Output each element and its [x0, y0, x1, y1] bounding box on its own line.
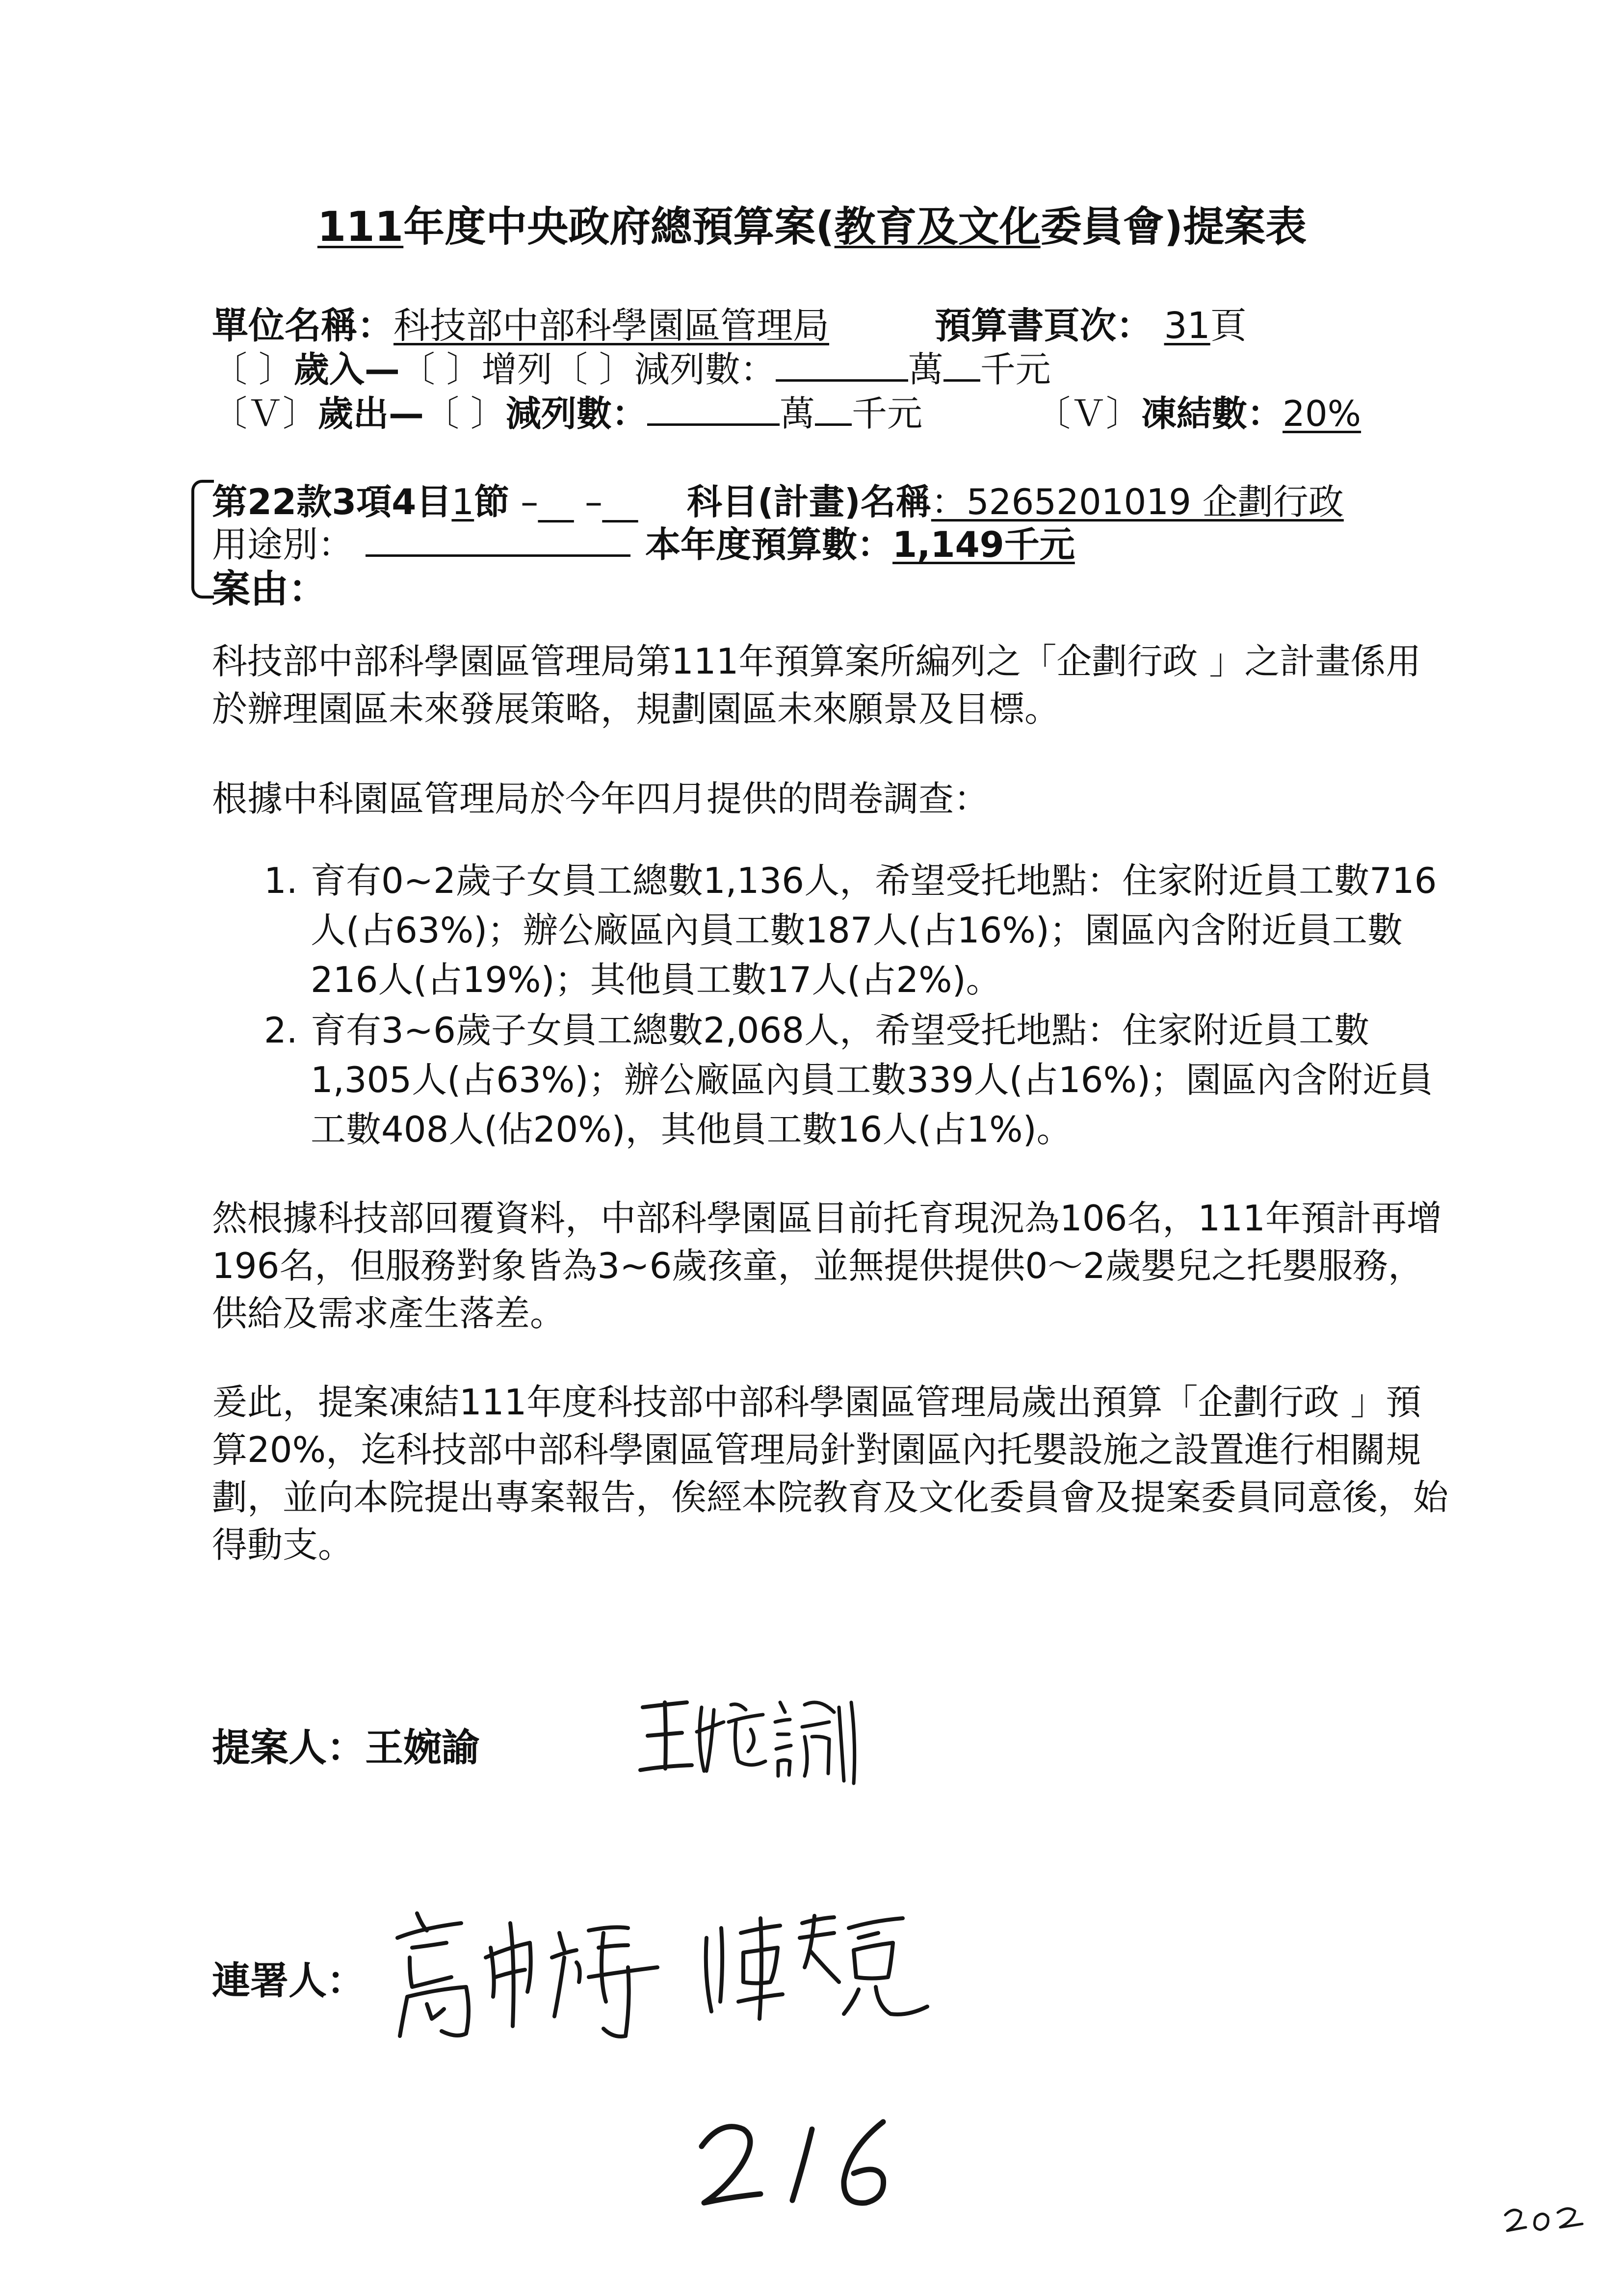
page-ref-number: 31 [1164, 305, 1210, 347]
page-title [0, 194, 1624, 253]
survey-item-number: 2. [264, 1010, 298, 1051]
revenue-add-checkbox: 〔 〕 [399, 349, 482, 390]
expense-checkbox: 〔Ｖ〕 [212, 393, 318, 434]
revenue-line [212, 341, 1051, 392]
proposer-label: 提案人： [212, 1726, 366, 1770]
corner-page-mark [1501, 2200, 1590, 2240]
purpose-line [212, 516, 1075, 567]
revenue-qian-unit: 千元 [980, 349, 1051, 390]
expense-wan-unit: 萬 [779, 393, 815, 434]
revenue-wan-blank [776, 350, 908, 382]
page-ref-suffix: 頁 [1210, 305, 1247, 347]
section-dashes: –__ –__ [521, 481, 638, 522]
reason-label: 案由： [212, 567, 327, 611]
survey-item-1 [264, 856, 1456, 1005]
unit-label: 單位名稱： [212, 305, 393, 347]
survey-item-2 [264, 1006, 1456, 1154]
revenue-reduce-label: 減列數： [634, 349, 776, 390]
expense-reduce-checkbox: 〔 〕 [424, 393, 506, 434]
revenue-label: 歲入— [293, 349, 400, 390]
unit-name: 科技部中部科學園區管理局 [393, 305, 829, 347]
title-part1: 年度中央政府總預算案( [403, 203, 835, 251]
budget-value: 1,149千元 [892, 524, 1075, 565]
expense-qian-unit: 千元 [851, 393, 922, 434]
survey-item-text: 育有0~2歲子女員工總數1,136人，希望受托地點：住家附近員工數716人(占63%)；辦公廠區內員工數187人(占16%)；園區內含附近員工數216人(占19%)；其他員工數17人(占2%)。 [311, 860, 1437, 1000]
purpose-label: 用途別： [212, 524, 354, 565]
cosigner-signature-1 [383, 1904, 707, 2046]
revenue-qian-blank [943, 350, 980, 382]
proposer-signature [633, 1688, 864, 1786]
expense-label: 歲出— [318, 393, 424, 434]
freeze-checkbox: 〔Ｖ〕 [1035, 393, 1142, 434]
subject-value: ：5265201019 企劃行政 [931, 481, 1344, 522]
expense-wan-blank [647, 394, 780, 426]
handwritten-page-number [687, 2110, 942, 2218]
title-committee: 教育及文化 [834, 203, 1041, 251]
proposer-name: 王婉諭 [365, 1726, 480, 1770]
purpose-blank [366, 525, 630, 557]
page-ref-label: 預算書頁次： [935, 305, 1153, 347]
intro-paragraph: 科技部中部科學園區管理局第111年預算案所編列之「企劃行政 」之計畫係用於辦理園區未來發展策略，規劃園區未來願景及目標。 [212, 641, 1421, 730]
revenue-wan-unit: 萬 [908, 349, 943, 390]
situation-paragraph: 然根據科技部回覆資料，中部科學園區目前托育現況為106名，111年預計再增196名，但服務對象皆為3~6歲孩童，並無提供提供0～2歲嬰兒之托嬰服務，供給及需求產生落差。 [212, 1198, 1442, 1334]
survey-intro: 根據中科園區管理局於今年四月提供的問卷調查： [212, 778, 990, 819]
cosigner-signature-2 [697, 1904, 971, 2026]
proposer-line [212, 1717, 480, 1772]
expense-reduce-label: 減列數： [505, 393, 647, 434]
cosigner-label: 連署人： [212, 1959, 366, 2003]
section-jie-number: 1 [451, 481, 474, 522]
section-jie-label: 節 [474, 481, 510, 522]
expense-line [212, 385, 922, 436]
freeze-label: 凍結數： [1141, 393, 1283, 434]
expense-qian-blank [815, 394, 852, 426]
revenue-add-label: 增列 [481, 349, 552, 390]
revenue-reduce-checkbox: 〔 〕 [552, 349, 634, 390]
survey-item-number: 1. [264, 860, 298, 901]
section-bracket [191, 480, 214, 599]
resolution-paragraph: 爰此，提案凍結111年度科技部中部科學園區管理局歲出預算「企劃行政 」預算20%，迄科技部中部科學園區管理局針對園區內托嬰設施之設置進行相關規劃，並向本院提出專案報告，俟經本院教育及文化委員會及提案委員同意後，始得動支。 [212, 1382, 1449, 1565]
revenue-checkbox: 〔 〕 [212, 349, 294, 390]
subject-label: 科目(計畫)名稱 [687, 481, 931, 522]
freeze-block [1035, 385, 1361, 436]
section-kuan: 第22款3項4目 [212, 481, 452, 522]
title-year: 111 [317, 203, 404, 251]
budget-label: 本年度預算數： [645, 524, 893, 565]
survey-item-text: 育有3~6歲子女員工總數2,068人，希望受托地點：住家附近員工數1,305人(占63%)；辦公廠區內員工數339人(占16%)；園區內含附近員工數408人(佔20%)，其他員工數16人(占1%)。 [311, 1010, 1433, 1150]
freeze-value: 20% [1283, 393, 1362, 434]
title-part2: 委員會)提案表 [1040, 203, 1307, 251]
